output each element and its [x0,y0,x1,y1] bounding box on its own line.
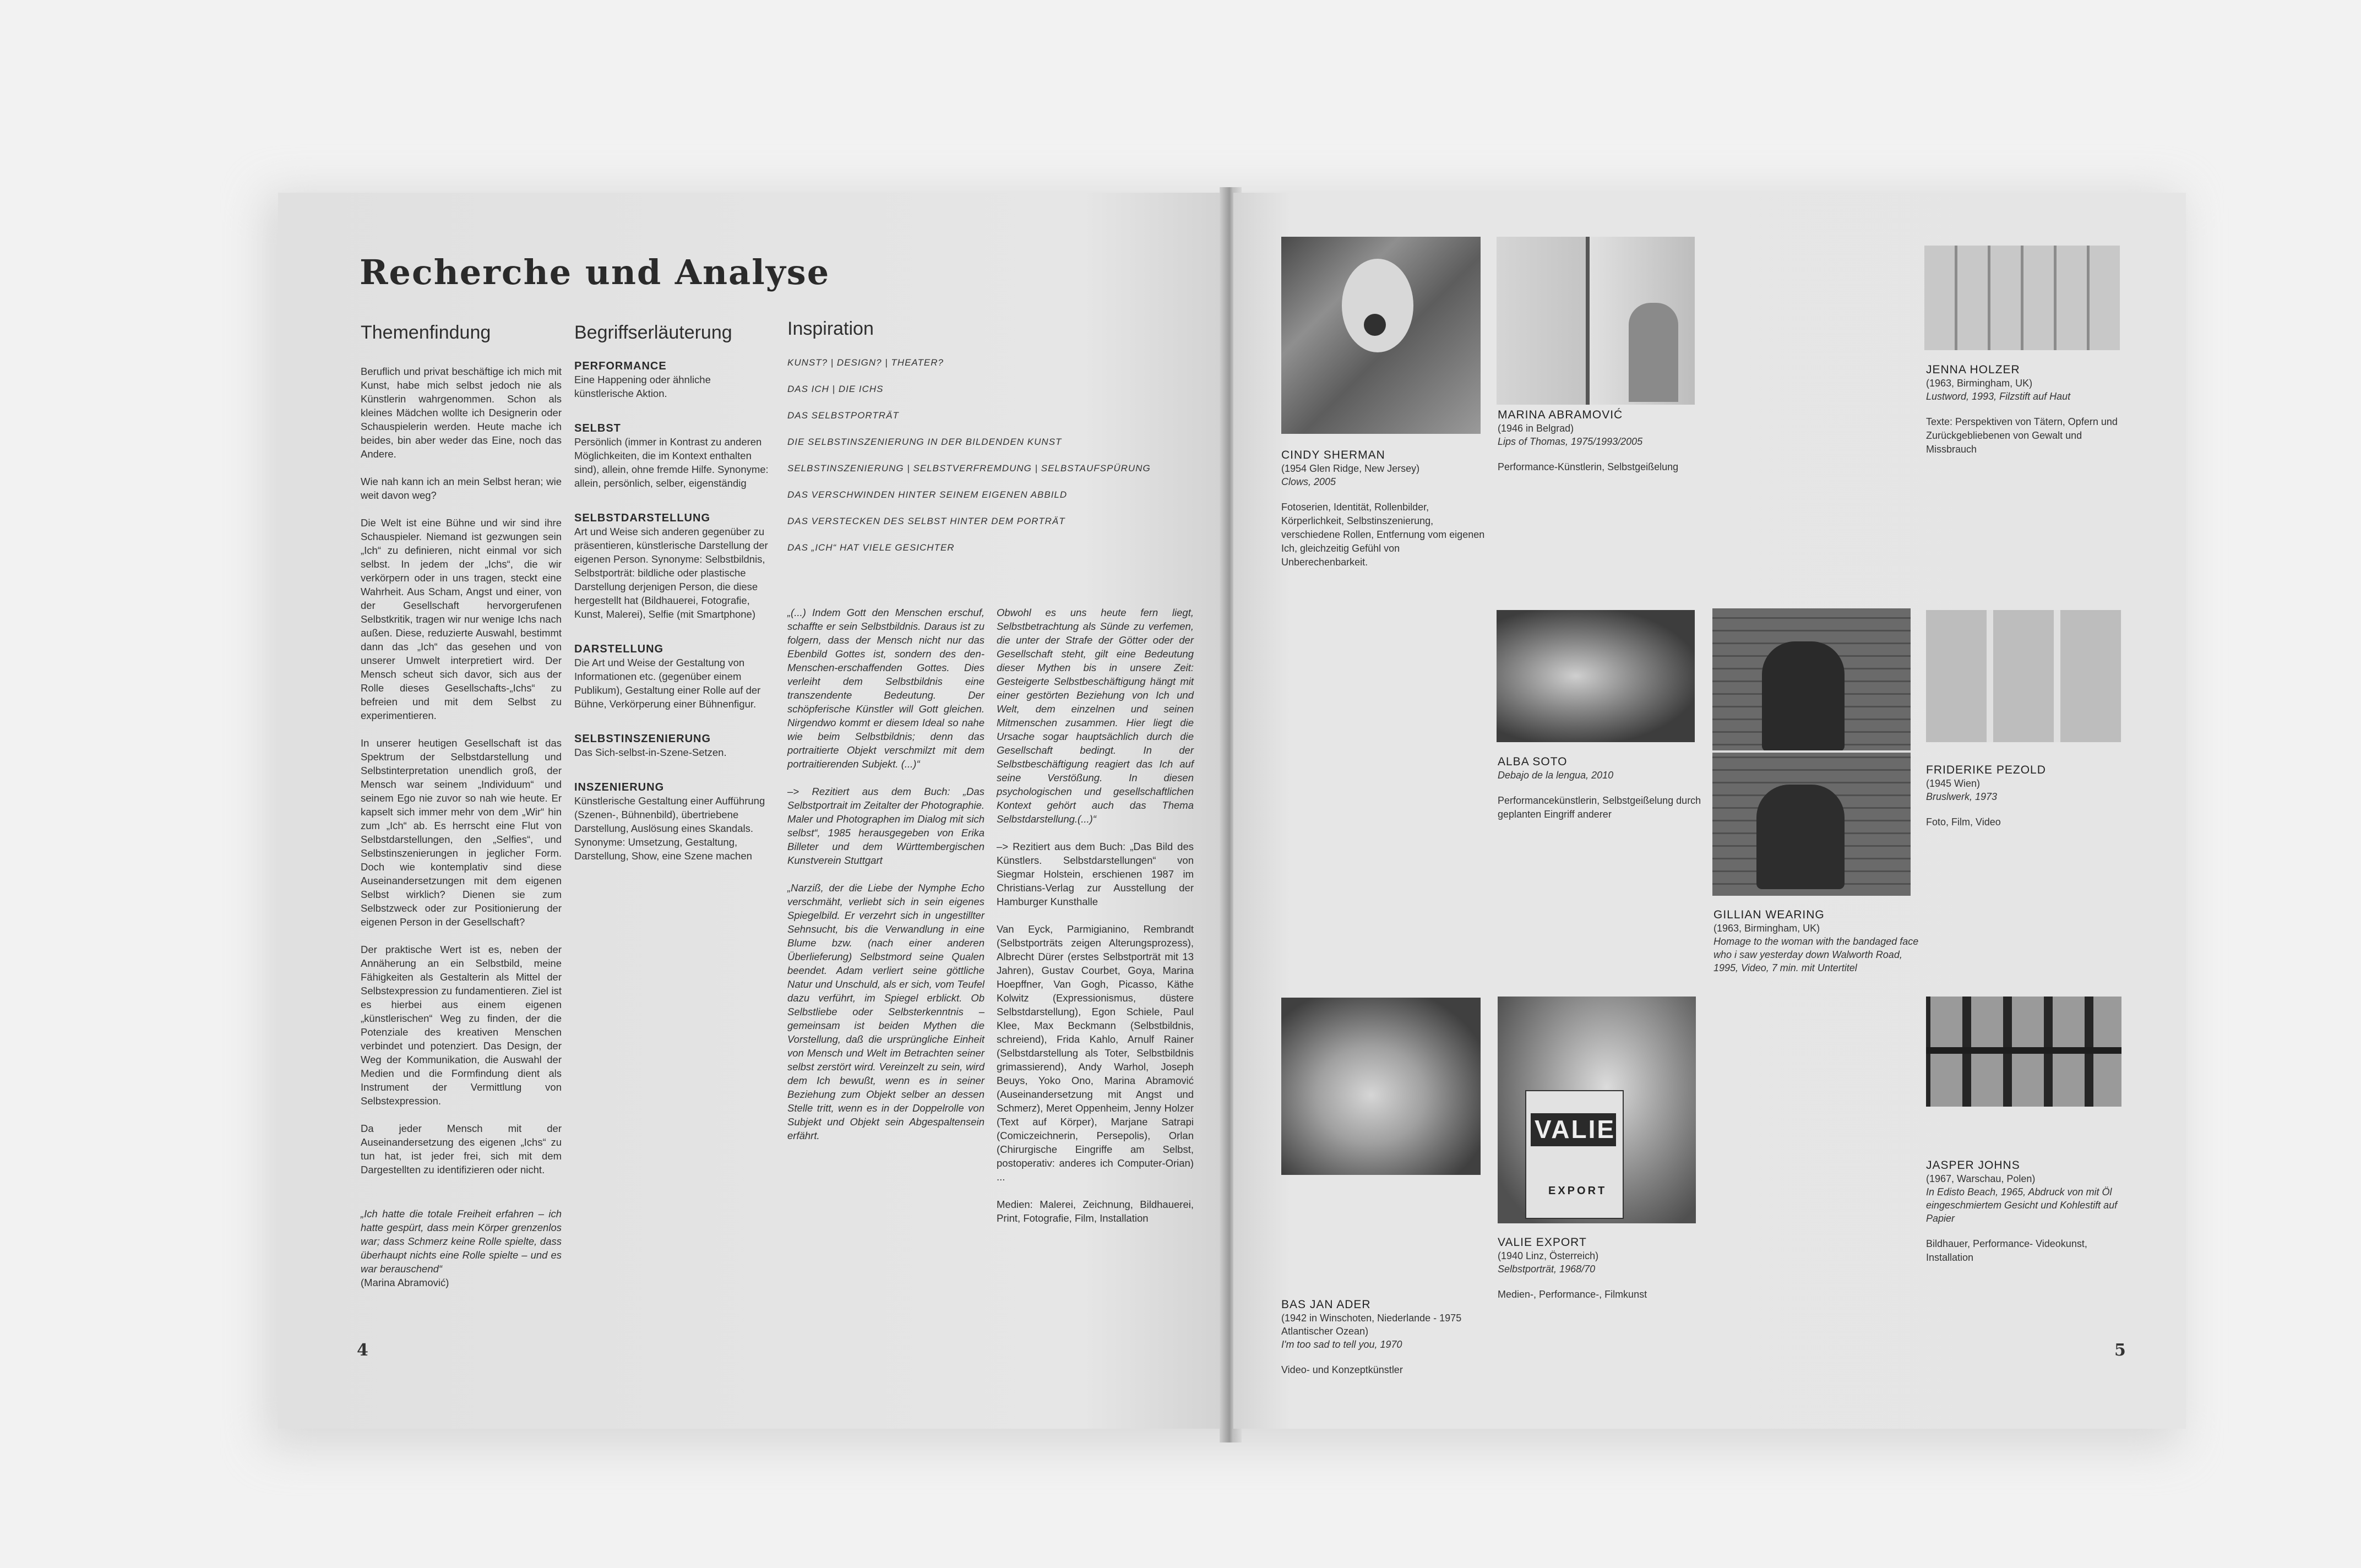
cigarette-pack [1525,1090,1624,1219]
term-definition: Eine Happening oder ähnliche künstlerische Aktion. [574,374,711,399]
keyword: DIE SELBSTINSZENIERUNG IN DER BILDENDEN KUNST [787,437,1062,447]
artist-description: Performance-Künstlerin, Selbstgeißelung [1498,461,1679,472]
photo-bas-jan-ader [1281,998,1481,1175]
artist-dates: (1967, Warschau, Polen) [1926,1173,2036,1184]
term: SELBST [574,422,621,434]
left-page [278,193,1225,1429]
term: SELBSTDARSTELLUNG [574,512,710,524]
keyword: DAS SELBSTPORTRÄT [787,410,899,421]
artwork-title: Selbstporträt, 1968/70 [1498,1264,1596,1275]
artwork-title: Debajo de la lengua, 2010 [1498,770,1614,781]
term: PERFORMANCE [574,360,667,372]
column-inspiration [787,318,1206,569]
caption-marina-abramovic [1498,409,1707,474]
artist-name: MARINA ABRAMOVIĆ [1498,409,1623,421]
keyword: KUNST? | DESIGN? | THEATER? [787,357,944,368]
artwork-title: Lustword, 1993, Filzstift auf Haut [1926,391,2071,402]
inspiration-subcolumn-b [997,606,1194,1239]
artist-description: Fotoserien, Identität, Rollenbilder, Körperlichkeit, Selbstinszenierung, verschiedene Rollen, Entfernung vom eigenen Ich, gleichzeitig Gefühl von Unberechenbarkeit. [1281,502,1485,568]
artist-name: JENNA HOLZER [1926,363,2020,376]
book-quote: „(...) Indem Gott den Menschen erschuf, schaffte er sein Selbstbildnis. Daraus ist zu folgern, dass der Mensch nicht nur das Ebenbild Gottes ist, sondern des den-Menschen-erschaffenden Gottes. Dies verleiht dem Selbstbildnis eine transzendente Bedeutung. Der schöpferische Künstler will Gott gleichen. Nirgendwo kommt er diesem Ideal so nahe wie beim Selbstbildnis; denn das portraitierte Objekt verschmilzt mit dem portraitierenden Subjekt. (...)“ [787,607,984,770]
book-quote: Obwohl es uns heute fern liegt, Selbstbetrachtung als Sünde zu verfemen, die unter der Strafe der Götter oder der Gesellschaft steht, gilt eine Bedeutung dieser Mythen bis in unsere Zeit: Gesteigerte Selbstbeschäftigung hängt mit einer gestörten Beziehung von Ich und Welt, dem einzelnen und seinen Mitmenschen zusammen. Hier liegt die Ursache sogar hauptsächlich durch die Gesellschaft bedingt. In der Selbstbeschäftigung reagiert das Ich auf seine Verstößung. In diesen psychologischen und gesellschaftlichen Kontext gehört auch das Thema Selbstdarstellung.(...)“ [997,607,1194,825]
term: SELBSTINSZENIERUNG [574,733,711,745]
artist-description: Performancekünstlerin, Selbstgeißelung durch geplanten Eingriff anderer [1498,795,1701,820]
inspiration-subcolumn-a [787,606,984,1156]
column-body [361,364,562,1289]
artist-description: Video- und Konzeptkünstler [1281,1364,1403,1375]
photo-cindy-sherman [1281,237,1481,434]
quote-author: (Marina Abramović) [361,1277,449,1288]
caption-alba-soto [1498,755,1707,821]
right-page [1233,193,2186,1429]
caption-cindy-sherman [1281,449,1490,569]
caption-jenna-holzer [1926,363,2130,456]
artist-dates: (1945 Wien) [1926,778,1981,789]
artist-name: FRIDERIKE PEZOLD [1926,764,2046,776]
artist-name: GILLIAN WEARING [1713,908,1825,921]
caption-bas-jan-ader [1281,1298,1502,1377]
column-title: Inspiration [787,318,874,339]
page-number: 5 [2114,1341,2126,1360]
term: INSZENIERUNG [574,781,665,793]
term-definition: Die Art und Weise der Gestaltung von Informationen etc. (gegenüber einem Publikum), Gestaltung einer Rolle auf der Bühne, Verkörperung einer Bühnenfigur. [574,657,761,710]
artist-dates: (1940 Linz, Österreich) [1498,1250,1599,1261]
book-source: –> Rezitiert aus dem Buch: „Das Selbstportrait im Zeitalter der Photographie. Maler und Photographen im Dialog mit sich selbst“, 1985 herausgegeben von Erika Billeter und dem Württembergischen Kunstverein Stuttgart [787,786,984,866]
photo-friderike-pezold [1926,610,2121,742]
caption-gillian-wearing [1713,908,1923,974]
artist-dates: (1954 Glen Ridge, New Jersey) [1281,463,1420,474]
artist-dates: (1963, Birmingham, UK) [1926,378,2033,389]
artwork-title: In Edisto Beach, 1965, Abdruck von mit Öl eingeschmiertem Gesicht und Kohlestift auf Papier [1926,1186,2118,1224]
artwork-title: Bruslwerk, 1973 [1926,791,1998,802]
artist-dates: (1946 in Belgrad) [1498,423,1574,434]
caption-valie-export [1498,1236,1707,1302]
artist-dates: (1963, Birmingham, UK) [1713,923,1820,934]
keyword: DAS VERSTECKEN DES SELBST HINTER DEM PORTRÄT [787,516,1065,526]
artist-name: CINDY SHERMAN [1281,449,1385,461]
paragraph: Beruflich und privat beschäftige ich mich mit Kunst, habe mich selbst jedoch nie als Künstlerin wahrgenommen. Schon als kleines Mädchen wollte ich Designerin oder Schauspielerin werden. Heute mache ich beides, bin aber weder das Eine, noch das Andere. [361,366,562,460]
term: DARSTELLUNG [574,643,664,655]
artist-dates: (1942 in Winschoten, Niederlande - 1975 Atlantischer Ozean) [1281,1313,1462,1337]
keyword: DAS VERSCHWINDEN HINTER SEINEM EIGENEN ABBILD [787,489,1068,500]
term-definition: Art und Weise sich anderen gegenüber zu präsentieren, künstlerische Darstellung der eigenen Person. Synonyme: Selbstbildnis, Selbstporträt: bildliche oder plastische Darstellung derjenigen Person, die diese hergestellt hat (Bildhauerei, Fotografie, Kunst, Malerei), Selfie (mit Smartphone) [574,526,768,620]
book-source: –> Rezitiert aus dem Buch: „Das Bild des Künstlers. Selbstdarstellungen“ von Siegmar Holstein, erschienen 1987 im Christians-Verlag zur Ausstellung der Hamburger Kunsthalle [997,841,1194,907]
column-title: Begriffserläuterung [574,322,732,343]
page-heading: Recherche und Analyse [360,252,830,292]
artist-description: Medien-, Performance-, Filmkunst [1498,1289,1647,1300]
artist-description: Bildhauer, Performance- Videokunst, Installation [1926,1238,2087,1263]
photo-gillian-wearing [1712,608,1911,896]
artwork-title: Lips of Thomas, 1975/1993/2005 [1498,436,1643,447]
column-title: Themenfindung [361,322,491,343]
photo-jasper-johns [1926,997,2121,1107]
pack-label: VALIE [1535,1115,1616,1144]
artist-description: Texte: Perspektiven von Tätern, Opfern und Zurückgebliebenen von Gewalt und Missbrauch [1926,416,2118,455]
inspiration-keywords [787,357,1206,553]
photo-alba-soto [1497,610,1695,742]
keyword: DAS ICH | DIE ICHS [787,384,884,394]
artist-name: BAS JAN ADER [1281,1298,1371,1311]
paragraph: Der praktische Wert ist es, neben der Annäherung an ein Selbstbild, meine Fähigkeiten als Gestalterin als Mittel der Selbstexpression zu fundamentieren. Ziel ist es hierbei aus einem eigenen „künstlerischen“ Weg zu finden, der die Potenziale des kreativen Menschen verbindet und potenziert. Das Design, der Weg der Kommunikation, die Auswahl der Medien und die Formfindung dient als Instrument der Vermittlung von Selbstexpression. [361,944,562,1107]
page-number: 4 [357,1341,368,1360]
artist-name: VALIE EXPORT [1498,1236,1587,1249]
artist-description: Foto, Film, Video [1926,816,2001,827]
photo-marina-abramovic [1497,237,1695,405]
caption-jasper-johns [1926,1159,2130,1265]
artist-name: ALBA SOTO [1498,755,1568,768]
keyword: SELBSTINSZENIERUNG | SELBSTVERFREMDUNG | SELBSTAUFSPÜRUNG [787,463,1151,473]
keyword: DAS „ICH“ HAT VIELE GESICHTER [787,542,955,553]
artwork-title: Clows, 2005 [1281,476,1336,487]
photo-valie-export [1498,997,1696,1223]
paragraph: Da jeder Mensch mit der Auseinandersetzung des eigenen „Ichs“ zu tun hat, ist jeder frei, sich mit dem Dargestellten zu identifizieren oder nicht. [361,1123,562,1175]
paragraph: Wie nah kann ich an mein Selbst heran; wie weit davon weg? [361,476,562,501]
term-definition: Persönlich (immer in Kontrast zu anderen Möglichkeiten, die im Kontext enthalten sind), allein, ohne fremde Hilfe. Synonyme: allein, persönlich, selber, eigenständig [574,436,769,489]
pack-sublabel: EXPORT [1548,1185,1607,1197]
artwork-title: Homage to the woman with the bandaged face who i saw yesterday down Walworth Road, 1995, Video, 7 min. mit Untertitel [1713,936,1919,973]
paragraph: In unserer heutigen Gesellschaft ist das Spektrum der Selbstdarstellung und Selbstinterpretation unendlich groß, der Mensch war seinem „Individuum“ und seinem Ego nie zuvor so nah wie heute. Er kapselt sich immer mehr von dem „Wir“ hin zum „Ich“ ab. Es herrscht eine Flut von Selbstdarstellungen, den „Selfies“, und Selbstinszenierungen in jeglicher Form. Doch wie kontemplativ sind diese Auseinandersetzungen mit dem eigenen Selbst wirklich? Dienen sie zum Selbstzweck oder zur Positionierung der eigenen Person in der Gesellschaft? [361,737,562,928]
book-quote: „Narziß, der die Liebe der Nymphe Echo verschmäht, verliebt sich in sein eigenes Spiegelbild. Er verzehrt sich in ungestillter Sehnsucht, bis die Verwandlung in eine Blume bzw. (nach einer anderen Überlieferung) Selbstmord seine Qualen beendet. Adam verliert seine göttliche Natur und Unschuld, als er sich, vom Teufel dazu verführt, im Spiegel erblickt. Ob Selbstliebe oder Selbsterkenntnis – gemeinsam ist beiden Mythen die Vorstellung, daß die ursprüngliche Einheit von Mensch und Welt im Betrachten seiner selbst zerstört wird. Vereinzelt zu sein, wird dem Ich bewußt, wenn es in seiner Beziehung zum Objekt selber an dessen Stelle tritt, wenn es in der Doppelrolle von Subjekt und Objekt sein Abgespaltensein erfährt. [787,882,984,1141]
quote: „Ich hatte die totale Freiheit erfahren – ich hatte gespürt, dass mein Körper grenzenlos war; dass Schmerz keine Rolle spielte, dass überhaupt nichts eine Rolle spielte – und es war berauschend“ [361,1208,562,1275]
artist-name: JASPER JOHNS [1926,1159,2020,1172]
photo-jenna-holzer [1924,246,2120,350]
term-definition: Künstlerische Gestaltung einer Aufführung (Szenen-, Bühnenbild), übertriebene Darstellung, Auslösung eines Skandals. Synonyme: Umsetzung, Gestaltung, Darstellung, Show, eine Szene machen [574,795,765,862]
column-themenfindung [361,322,562,1289]
artwork-title: I'm too sad to tell you, 1970 [1281,1339,1402,1350]
paragraph: Die Welt ist eine Bühne und wir sind ihre Schauspieler. Niemand ist gezwungen sein „Ich“ zu definieren, nicht einmal vor sich selbst. In jedem der „Ichs“, die wir verkörpern oder in uns tragen, steckt eine Wahrheit. Aus Scham, Angst und einer, von der Gesellschaft hervorgerufenen Selbstkritik, tragen wir nur wenige Ichs nach außen. Diese, reduzierte Auswahl, bestimmt dann das „Ich“ das gesehen und von unserer Umwelt interpretiert wird. Der Mensch scheut sich davor, sich aus der Rolle dieses Gesellschafts-„Ichs“ zu befreien und mit dem Selbst zu experimentieren. [361,517,562,721]
artist-list: Van Eyck, Parmigianino, Rembrandt (Selbstporträts zeigen Alterungsprozess), Albrecht Dürer (erstes Selbstporträt mit 13 Jahren), Gustav Courbet, Goya, Marina Hoepffner, Van Gogh, Picasso, Käthe Kolwitz (Expressionismus, düstere Selbstdarstellung), Egon Schiele, Paul Klee, Max Beckmann (Selbstbildnis, schreiend), Frida Kahlo, Arnulf Rainer (Selbstdarstellung als Toter, Selbstbildnis grimassierend), Andy Warhol, Joseph Beuys, Yoko Ono, Marina Abramović (Auseinandersetzung mit Angst und Schmerz), Meret Oppenheim, Jenny Holzer (Text auf Körper), Marjane Satrapi (Comiczeichnerin, Persepolis), Orlan (Chirurgische Eingriffe am Selbst, postoperativ: anderes ich Computer-Orian) ... [997,923,1194,1183]
term-list [574,360,773,863]
column-begriffserlaeuterung [574,322,773,885]
media-list: Medien: Malerei, Zeichnung, Bildhauerei, Print, Fotografie, Film, Installation [997,1199,1194,1224]
caption-friderike-pezold [1926,764,2130,829]
term-definition: Das Sich-selbst-in-Szene-Setzen. [574,747,727,758]
